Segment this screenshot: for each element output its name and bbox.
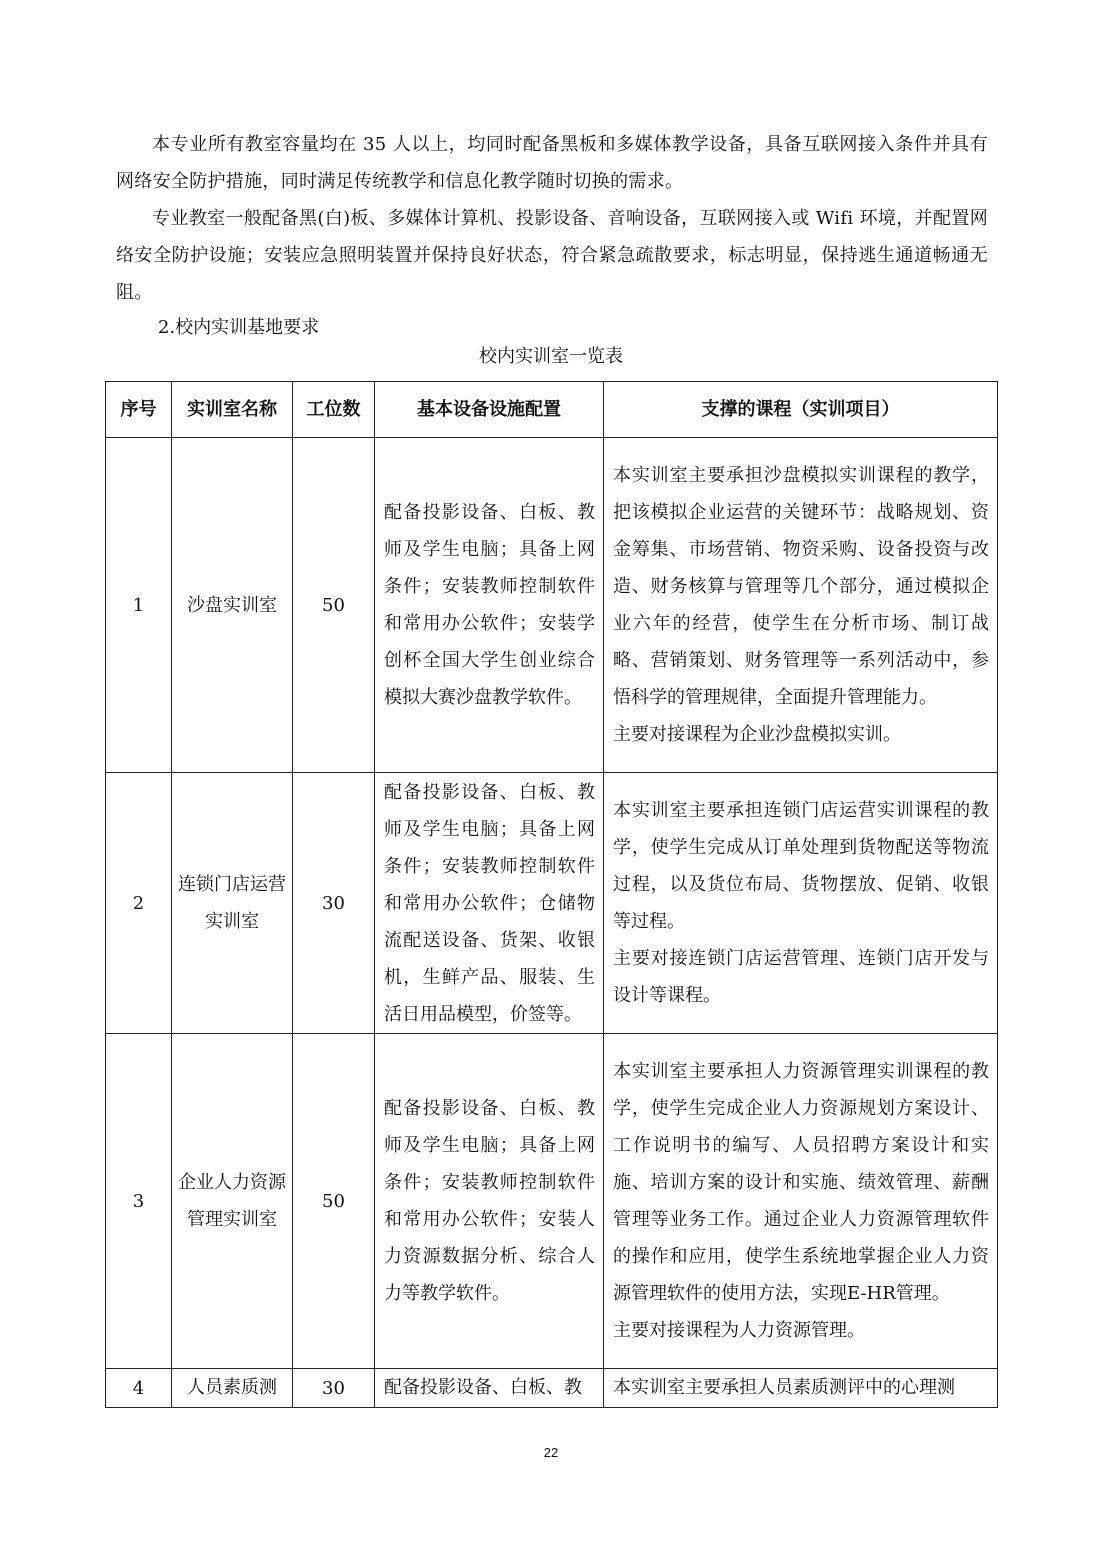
equipment-config: 配备投影设备、白板、教师及学生电脑；具备上网条件；安装教师控制软件和常用办公软件；安装人力资源数据分析、综合人力等教学软件。	[375, 1034, 604, 1369]
course-link: 主要对接连锁门店运营管理、连锁门店开发与设计等课程。	[613, 948, 989, 1006]
header-room-name: 实训室名称	[172, 382, 293, 438]
equipment-config	[375, 1369, 604, 1408]
row-number: 2	[106, 773, 172, 1034]
room-name	[172, 1369, 293, 1408]
course-link: 主要对接课程为人力资源管理。	[613, 1320, 865, 1341]
header-num: 序号	[106, 382, 172, 438]
course-description: 本实训室主要承担连锁门店运营实训课程的教学，使学生完成从订单处理到货物配送等物流过程，以及货位布局、货物摆放、促销、收银等过程。	[613, 800, 989, 932]
course-cell	[604, 1034, 998, 1369]
station-count-text: 30	[322, 1378, 345, 1399]
page-number: 22	[543, 1445, 559, 1460]
header-stations: 工位数	[293, 382, 375, 438]
course-cell	[604, 773, 998, 1034]
table-header-row	[106, 382, 998, 438]
row-number: 1	[106, 438, 172, 773]
section-heading: 2.校内实训基地要求	[158, 317, 320, 338]
training-room-table	[105, 381, 998, 1408]
equipment-config: 配备投影设备、白板、教师及学生电脑；具备上网条件；安装教师控制软件和常用办公软件；仓储物流配送设备、货架、收银机，生鲜产品、服装、生活日用品模型，价签等。	[375, 773, 604, 1034]
row-number: 3	[106, 1034, 172, 1369]
course-description: 本实训室主要承担人力资源管理实训课程的教学，使学生完成企业人力资源规划方案设计、工作说明书的编写、人员招聘方案设计和实施、培训方案的设计和实施、绩效管理、薪酬管理等业务工作。通过企业人力资源管理软件的操作和应用，使学生系统地掌握企业人力资源管理软件的使用方法，实现E-HR管理。	[613, 1061, 989, 1304]
header-courses: 支撑的课程（实训项目）	[604, 382, 998, 438]
room-name: 沙盘实训室	[172, 438, 293, 773]
course-cell	[604, 1369, 998, 1408]
table-row	[106, 1369, 998, 1408]
station-count: 30	[293, 773, 375, 1034]
table-row	[106, 1034, 998, 1369]
row-number-text: 4	[132, 1378, 145, 1399]
row-number	[106, 1369, 172, 1408]
equipment-config: 配备投影设备、白板、教师及学生电脑；具备上网条件；安装教师控制软件和常用办公软件；安装学创杯全国大学生创业综合模拟大赛沙盘教学软件。	[375, 438, 604, 773]
intro-paragraph-2: 专业教室一般配备黑(白)板、多媒体计算机、投影设备、音响设备，互联网接入或 Wifi 环境，并配置网络安全防护设施；安装应急照明装置并保持良好状态，符合紧急疏散要求，标志明显，保持逃生通道畅通无阻。	[116, 208, 988, 303]
course-link: 主要对接课程为企业沙盘模拟实训。	[613, 724, 901, 745]
station-count: 50	[293, 438, 375, 773]
room-name: 连锁门店运营实训室	[172, 773, 293, 1034]
table-row	[106, 773, 998, 1034]
course-description: 本实训室主要承担人员素质测评中的心理测	[613, 1377, 955, 1398]
station-count: 50	[293, 1034, 375, 1369]
station-count	[293, 1369, 375, 1408]
table-caption: 校内实训室一览表	[479, 346, 623, 367]
table-row	[106, 438, 998, 773]
course-cell	[604, 438, 998, 773]
room-name-text: 人员素质测	[187, 1377, 277, 1398]
room-name: 企业人力资源管理实训室	[172, 1034, 293, 1369]
course-description: 本实训室主要承担沙盘模拟实训课程的教学，把该模拟企业运营的关键环节：战略规划、资金筹集、市场营销、物资采购、设备投资与改造、财务核算与管理等几个部分，通过模拟企业六年的经营，使学生在分析市场、制订战略、营销策划、财务管理等一系列活动中，参悟科学的管理规律，全面提升管理能力。	[613, 465, 989, 708]
equipment-config-text: 配备投影设备、白板、教	[384, 1377, 582, 1398]
header-equipment: 基本设备设施配置	[375, 382, 604, 438]
intro-paragraph-1: 本专业所有教室容量均在 35 人以上，均同时配备黑板和多媒体教学设备，具备互联网接入条件并具有网络安全防护措施，同时满足传统教学和信息化教学随时切换的需求。	[116, 134, 988, 192]
